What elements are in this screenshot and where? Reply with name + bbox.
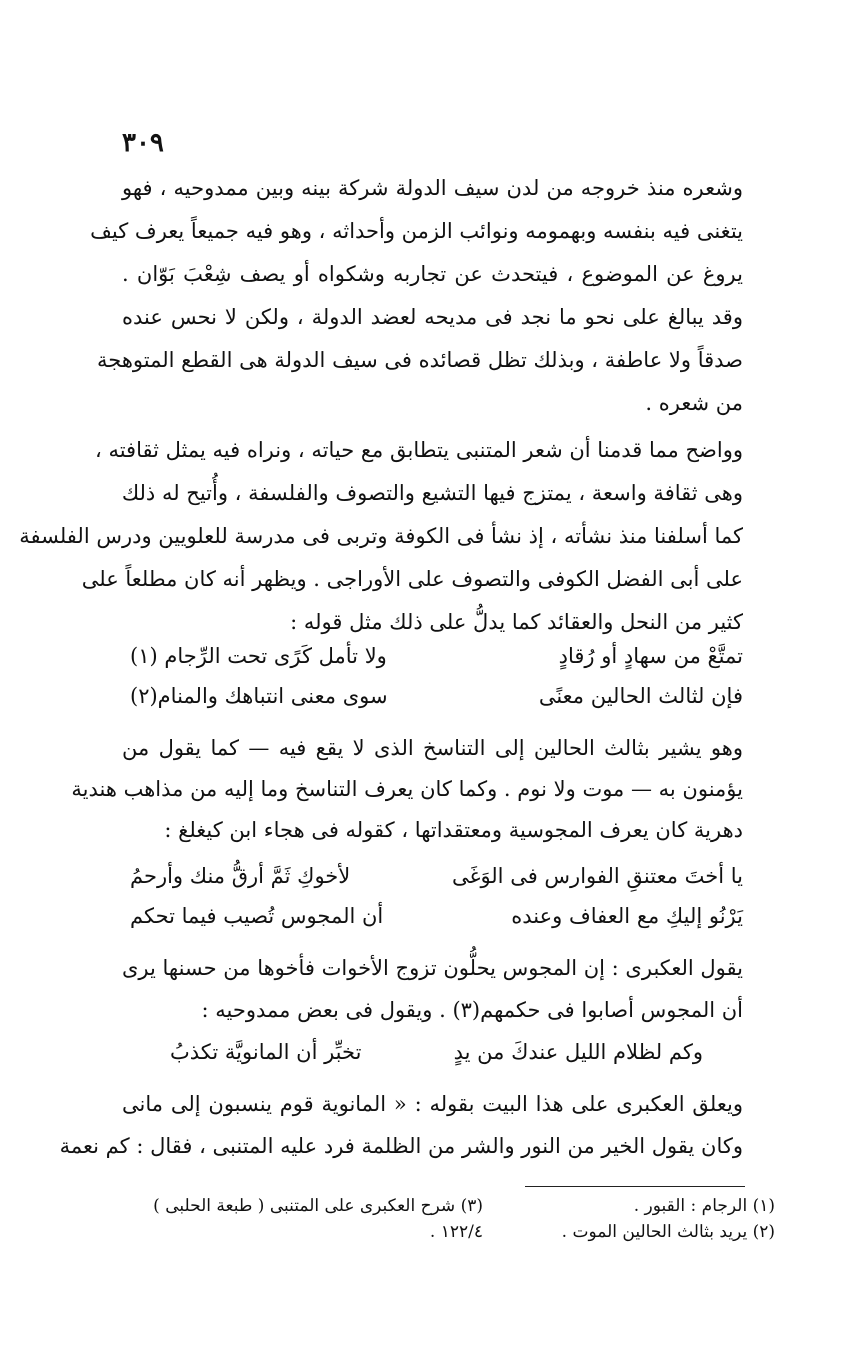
footnote-2: (٢) يريد بثالث الحالين الموت . — [561, 1222, 775, 1242]
text-line: يقول العكبرى : إن المجوس يحلُّون تزوج الأخوات فأخوها من حسنها يرى — [121, 956, 743, 980]
text-line: يؤمنون به — موت ولا نوم . وكما كان يعرف التناسخ وما إليه من مذاهب هندية — [71, 777, 743, 801]
text-line: من شعره . — [645, 391, 743, 415]
footnote-3: (٣) شرح العكبرى على المتنبى ( طبعة الحلبى ) — [153, 1196, 483, 1216]
text-line: أن المجوس أصابوا فى حكمهم(٣) . ويقول فى بعض ممدوحيه : — [201, 998, 743, 1022]
verse-hemistich-first: يَرْنُو إليكِ مع العفاف وعنده — [511, 904, 743, 928]
verse-hemistich-second: سوى معنى انتباهك والمنام(٢) — [130, 684, 388, 708]
text-line: وهو يشير بثالث الحالين إلى التناسخ الذى لا يقع فيه — كما يقول من — [122, 736, 743, 760]
text-line: وواضح مما قدمنا أن شعر المتنبى يتطابق مع حياته ، ونراه فيه يمثل ثقافته ، — [95, 438, 743, 462]
verse-1 — [130, 644, 743, 684]
verse-hemistich-second: لأخوكِ ثَمَّ أرقُّ منك وأرحمُ — [130, 864, 351, 888]
verse-5 — [170, 1040, 703, 1080]
paragraph-2 — [19, 438, 743, 655]
verse-hemistich-second: أن المجوس تُصيب فيما تحكم — [130, 904, 384, 928]
paragraph-3 — [71, 736, 743, 861]
page-number: ٣٠٩ — [122, 128, 164, 158]
paragraph-1 — [90, 176, 743, 436]
text-line: صدقاً ولا عاطفة ، وبذلك تظل قصائده فى سيف الدولة هى القطع المتوهجة — [97, 348, 743, 372]
verse-hemistich-second: تخبِّر أن المانويَّة تكذبُ — [170, 1040, 362, 1064]
verse-3 — [130, 864, 743, 904]
text-line: وكان يقول الخير من النور والشر من الظلمة فرد عليه المتنبى ، فقال : كم نعمة — [59, 1134, 743, 1158]
text-line: ويعلق العكبرى على هذا البيت بقوله : « المانوية قوم ينسبون إلى مانى — [122, 1092, 743, 1116]
footnote-3-continued: ١٢٢/٤ . — [429, 1222, 483, 1242]
text-line: كما أسلفنا منذ نشأته ، إذ نشأ فى الكوفة وتربى فى مدرسة للعلويين ودرس الفلسفة — [19, 524, 743, 548]
text-line: يتغنى فيه بنفسه وبهمومه ونوائب الزمن وأحداثه ، وهو فيه جميعاً يعرف كيف — [90, 219, 743, 243]
text-line: وهى ثقافة واسعة ، يمتزج فيها التشيع والتصوف والفلسفة ، وأُتيح له ذلك — [121, 481, 743, 505]
text-line: وقد يبالغ على نحو ما نجد فى مديحه لعضد الدولة ، ولكن لا نحس عنده — [122, 305, 743, 329]
verse-hemistich-second: ولا تأمل كَرًى تحت الرِّجام (١) — [130, 644, 387, 668]
footnote-1: (١) الرجام : القبور . — [633, 1196, 775, 1216]
verse-2 — [130, 684, 743, 724]
verse-hemistich-first: فإن لثالث الحالين معنًى — [538, 684, 743, 708]
text-line: يروغ عن الموضوع ، فيتحدث عن تجاربه وشكواه أو يصف شِعْبَ بَوّان . — [122, 262, 743, 286]
verse-hemistich-first: يا أختَ معتنقِ الفوارس فى الوَغَى — [451, 864, 743, 888]
paragraph-5 — [59, 1092, 743, 1178]
footnote-divider — [525, 1186, 745, 1187]
text-line: كثير من النحل والعقائد كما يدلُّ على ذلك مثل قوله : — [290, 610, 743, 634]
verse-hemistich-first: وكم لظلام الليل عندكَ من يدٍ — [453, 1040, 703, 1064]
verse-hemistich-first: تمتَّعْ من سهادٍ أو رُقادٍ — [558, 644, 743, 668]
text-line: وشعره منذ خروجه من لدن سيف الدولة شركة بينه وبين ممدوحيه ، فهو — [122, 176, 743, 200]
verse-4 — [130, 904, 743, 944]
text-line: دهرية كان يعرف المجوسية ومعتقداتها ، كقوله فى هجاء ابن كيغلغ : — [164, 818, 743, 842]
text-line: على أبى الفضل الكوفى والتصوف على الأوراجى . ويظهر أنه كان مطلعاً على — [81, 567, 743, 591]
paragraph-4 — [122, 958, 743, 1042]
